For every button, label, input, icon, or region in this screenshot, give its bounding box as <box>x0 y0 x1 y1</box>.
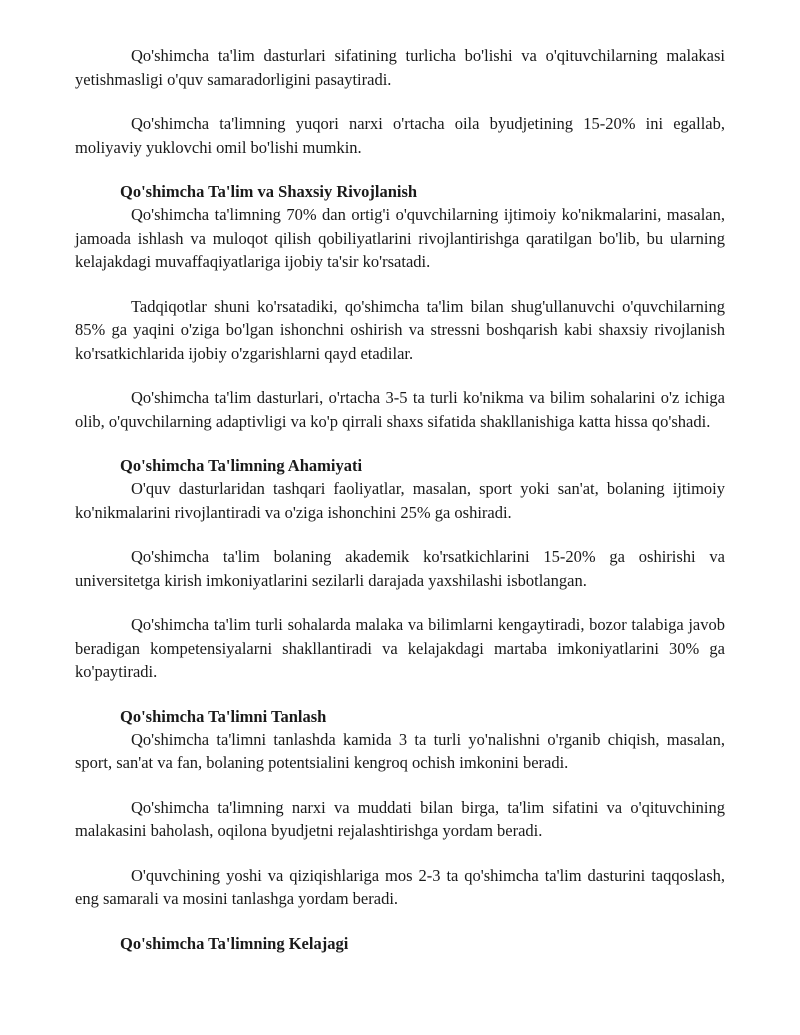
paragraph: Tadqiqotlar shuni ko'rsatadiki, qo'shimcha ta'lim bilan shug'ullanuvchi o'quvchilarning 85% ga yaqini o'ziga bo'lgan ishonchni oshirish va stressni boshqarish kabi shaxsiy rivojlanish ko'rsatkichlarida ijobiy o'zgarishlarni qayd etadilar. <box>75 296 725 363</box>
paragraph: O'quv dasturlaridan tashqari faoliyatlar, masalan, sport yoki san'at, bolaning ijtimoiy ko'nikmalarini rivojlantiradi va o'ziga ishonchini 25% ga oshiradi. <box>75 479 725 522</box>
paragraph: Qo'shimcha ta'limning narxi va muddati bilan birga, ta'lim sifatini va o'qituvchining malakasini baholash, oqilona byudjetni rejalashtirishga yordam beradi. <box>75 797 725 840</box>
section-heading: Qo'shimcha Ta'lim va Shaxsiy Rivojlanish <box>120 182 418 201</box>
section-heading: Qo'shimcha Ta'limning Ahamiyati <box>120 456 363 475</box>
paragraph: Qo'shimcha ta'lim bolaning akademik ko'rsatkichlarini 15-20% ga oshirishi va universitetga kirish imkoniyatlarini sezilarli darajada yaxshilashi isbotlangan. <box>75 547 725 590</box>
paragraph: Qo'shimcha ta'lim turli sohalarda malaka va bilimlarni kengaytiradi, bozor talabiga javob beradigan kompetensiyalarni shakllantiradi va kelajakdagi martaba imkoniyatlarini 30% ga ko'paytiradi. <box>75 615 725 681</box>
paragraph: Qo'shimcha ta'lim dasturlari sifatining turlicha bo'lishi va o'qituvchilarning malakasi yetishmasligi o'quv samaradorligini pasaytiradi. <box>75 46 725 89</box>
paragraph: Qo'shimcha ta'limning 70% dan ortig'i o'quvchilarning ijtimoiy ko'nikmalarini, masalan, jamoada ishlash va muloqot qilish qobiliyatlarini rivojlantirishga qaratilgan bo'lib, bu ularning kelajakdagi muvaffaqiyatlariga ijobiy ta'sir ko'rsatadi. <box>75 205 725 271</box>
paragraph: Qo'shimcha ta'lim dasturlari, o'rtacha 3-5 ta turli ko'nikma va bilim sohalarini o'z ichiga olib, o'quvchilarning adaptivligi va ko'p qirrali shaxs sifatida shakllanishiga katta hissa qo'shadi. <box>75 388 725 431</box>
section-heading: Qo'shimcha Ta'limni Tanlash <box>120 706 327 726</box>
paragraph: O'quvchining yoshi va qiziqishlariga mos 2-3 ta qo'shimcha ta'lim dasturini taqqoslash, eng samarali va mosini tanlashga yordam beradi. <box>75 865 725 908</box>
paragraph: Qo'shimcha ta'limning yuqori narxi o'rtacha oila byudjetining 15-20% ini egallab, moliyaviy yuklovchi omil bo'lishi mumkin. <box>75 114 725 157</box>
section-heading: Qo'shimcha Ta'limning Kelajagi <box>120 933 349 953</box>
paragraph: Qo'shimcha ta'limni tanlashda kamida 3 ta turli yo'nalishni o'rganib chiqish, masalan, sport, san'at va fan, bolaning potentsialini kengroq ochish imkonini beradi. <box>75 729 725 772</box>
